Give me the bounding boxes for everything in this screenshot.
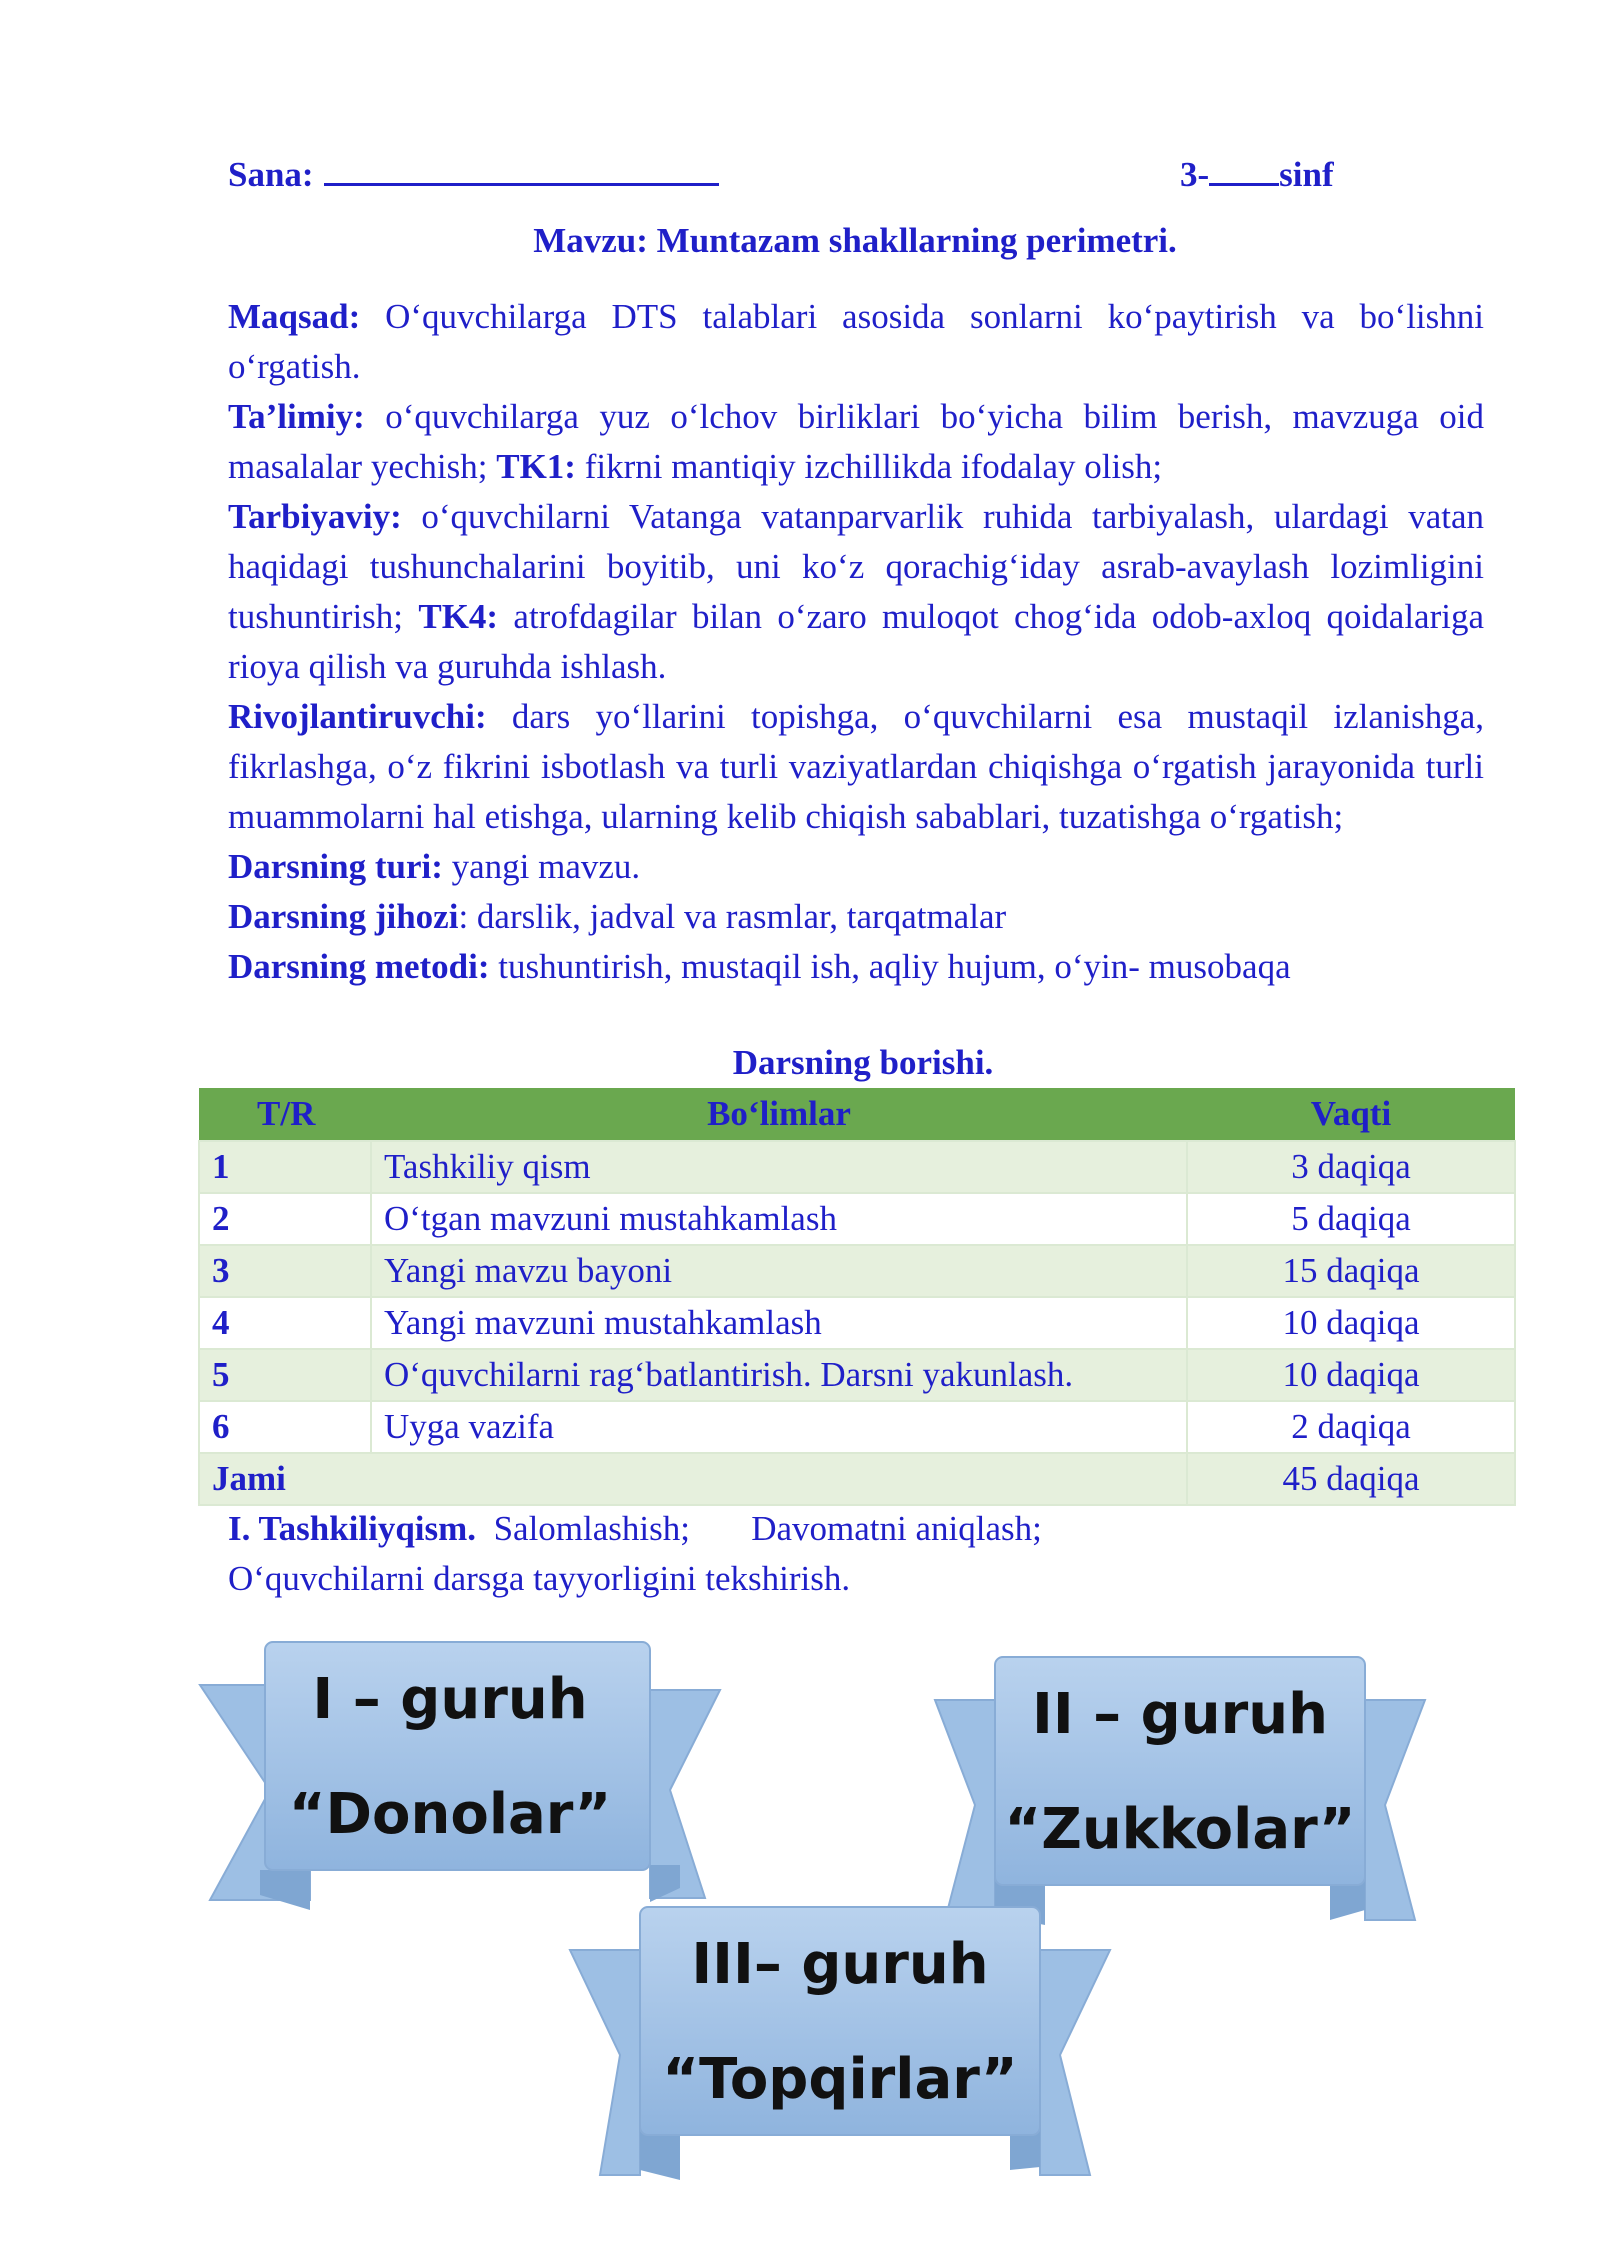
- table-row: [199, 1297, 1515, 1349]
- table-header-row: [199, 1088, 1515, 1141]
- row-time: 15 daqiqa: [1187, 1245, 1515, 1297]
- date-blank-line: [324, 153, 719, 186]
- class-suffix: sinf: [1279, 155, 1334, 194]
- row-time: 10 daqiqa: [1187, 1349, 1515, 1401]
- lesson-type: Darsning turi: yangi mavzu.: [228, 847, 641, 886]
- row-section: Yangi mavzu bayoni: [371, 1245, 1187, 1297]
- total-time: 45 daqiqa: [1187, 1453, 1515, 1505]
- row-section: Yangi mavzuni mustahkamlash: [371, 1297, 1187, 1349]
- col-header-time: Vaqti: [1187, 1088, 1515, 1141]
- col-header-sections: Bo‘limlar: [371, 1088, 1187, 1141]
- table-total-row: [199, 1453, 1515, 1505]
- row-number: 1: [199, 1141, 371, 1193]
- lesson-flow-title: Darsning borishi.: [732, 1043, 994, 1082]
- lesson-flow-table: [198, 1088, 1516, 1506]
- group-ribbon-1: [200, 1640, 720, 1910]
- table-row: [199, 1193, 1515, 1245]
- goal-tarbiyaviy: Tarbiyaviy: o‘quvchilarni Vatanga vatanparvarlik ruhida tarbiyalash, ulardagi vatan haqidagi tushunchalarini boyitib, uni ko‘z qorachig‘iday asrab-avaylash lozimligini tushuntirish; TK4: atrofdagilar bilan o‘zaro muloqot chog‘ida odob-axloq qoidalariga rioya qilish va guruhda ishlash.: [228, 497, 1484, 686]
- class-field: [1180, 150, 1334, 200]
- row-time: 5 daqiqa: [1187, 1193, 1515, 1245]
- table-row: [199, 1245, 1515, 1297]
- group-1-title: I – guruh: [312, 1667, 588, 1732]
- table-row: [199, 1401, 1515, 1453]
- goal-talimiy: Ta’limiy: o‘quvchilarga yuz o‘lchov birliklari bo‘yicha bilim berish, mavzuga oid masalalar yechish; TK1: fikrni mantiqiy izchillikda ifodalay olish;: [228, 397, 1484, 486]
- row-time: 3 daqiqa: [1187, 1141, 1515, 1193]
- org-line-1: I. Tashkiliyqism. Salomlashish; Davomatni aniqlash;: [228, 1509, 1042, 1548]
- date-label: Sana:: [228, 155, 314, 194]
- group-2-name: “Zukkolar”: [1004, 1797, 1356, 1862]
- table-row: [199, 1141, 1515, 1193]
- group-ribbon-2: [935, 1655, 1425, 1925]
- org-line-2: O‘quvchilarni darsga tayyorligini tekshirish.: [228, 1559, 851, 1598]
- group-3-name: “Topqirlar”: [662, 2047, 1018, 2112]
- goal-maqsad: Maqsad: O‘quvchilarga DTS talablari asosida sonlarni ko‘paytirish va bo‘lishni o‘rgatish.: [228, 297, 1484, 386]
- row-number: 2: [199, 1193, 371, 1245]
- lesson-equipment: Darsning jihozi: darslik, jadval va rasmlar, tarqatmalar: [228, 897, 1007, 936]
- group-2-title: II – guruh: [1032, 1682, 1328, 1747]
- row-number: 6: [199, 1401, 371, 1453]
- row-section: O‘tgan mavzuni mustahkamlash: [371, 1193, 1187, 1245]
- row-number: 5: [199, 1349, 371, 1401]
- lesson-topic: Mavzu: Muntazam shakllarning perimetri.: [533, 221, 1177, 260]
- total-label: Jami: [199, 1453, 1187, 1505]
- row-time: 2 daqiqa: [1187, 1401, 1515, 1453]
- row-number: 3: [199, 1245, 371, 1297]
- row-section: O‘quvchilarni rag‘batlantirish. Darsni yakunlash.: [371, 1349, 1187, 1401]
- lesson-goals: [228, 292, 1484, 992]
- group-ribbon-3: [570, 1905, 1110, 2185]
- date-field: [228, 150, 719, 200]
- table-row: [199, 1349, 1515, 1401]
- col-header-number: T/R: [199, 1088, 371, 1141]
- row-number: 4: [199, 1297, 371, 1349]
- group-1-name: “Donolar”: [288, 1782, 612, 1847]
- row-section: Tashkiliy qism: [371, 1141, 1187, 1193]
- organizational-part: [228, 1504, 1484, 1604]
- goal-rivojlantiruvchi: Rivojlantiruvchi: dars yo‘llarini topishga, o‘quvchilarni esa mustaqil izlanishga, fikrlashga, o‘z fikrini isbotlash va turli vaziyatlardan chiqishga o‘rgatish jarayonida turli muammolarni hal etishga, ularning kelib chiqish sabablari, tuzatishga o‘rgatish;: [228, 697, 1484, 836]
- row-time: 10 daqiqa: [1187, 1297, 1515, 1349]
- class-blank-line: [1209, 153, 1279, 186]
- class-prefix: 3-: [1180, 155, 1210, 194]
- lesson-method: Darsning metodi: tushuntirish, mustaqil ish, aqliy hujum, o‘yin- musobaqa: [228, 947, 1291, 986]
- group-3-title: III– guruh: [691, 1932, 989, 1997]
- row-section: Uyga vazifa: [371, 1401, 1187, 1453]
